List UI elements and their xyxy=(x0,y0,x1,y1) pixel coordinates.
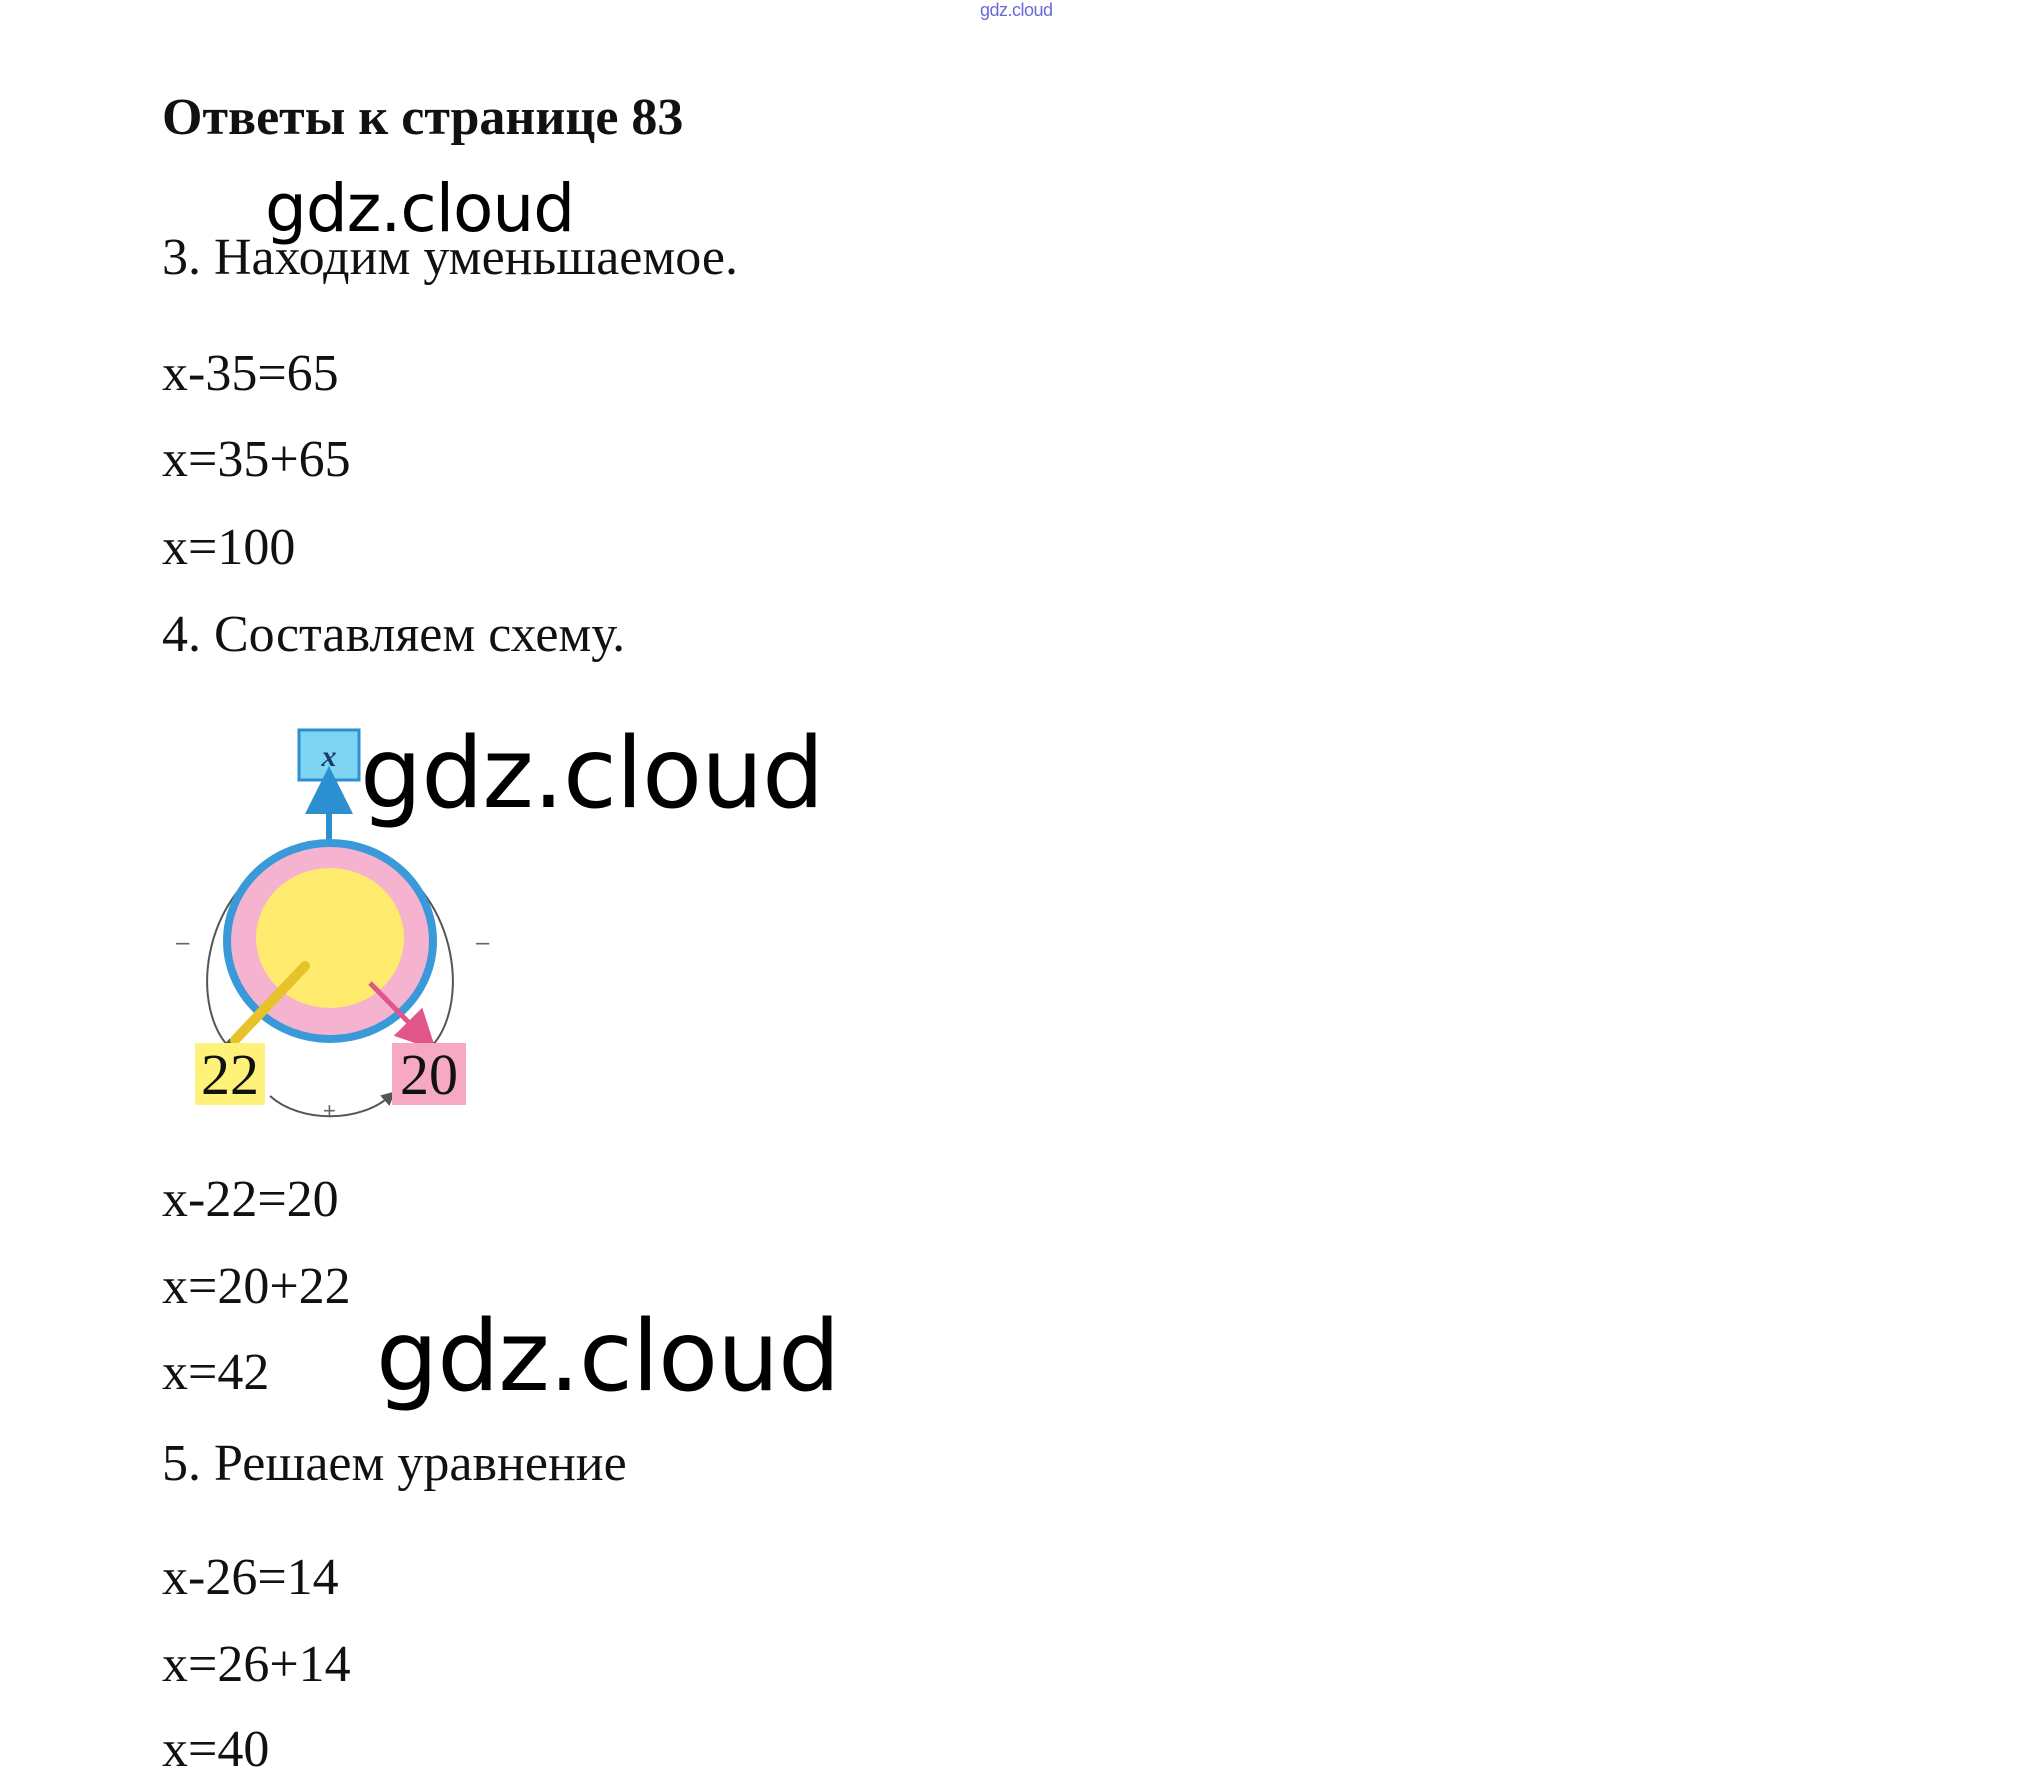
task4-line-2: x=20+22 xyxy=(162,1258,351,1315)
task5-line-1: x-26=14 xyxy=(162,1549,339,1606)
task4-heading: 4. Составляем схему. xyxy=(162,606,626,663)
task5-line-2: x=26+14 xyxy=(162,1636,351,1693)
task4-line-1: x-22=20 xyxy=(162,1171,339,1228)
task5-line-3: x=40 xyxy=(162,1721,270,1778)
top-watermark: gdz.cloud xyxy=(980,0,1053,20)
inner-circle xyxy=(256,868,404,1008)
task3-line-3: x=100 xyxy=(162,519,296,576)
watermark-1: gdz.cloud xyxy=(265,170,575,247)
unknown-x-label: x xyxy=(321,740,337,773)
page-title: Ответы к странице 83 xyxy=(162,89,684,146)
watermark-3: gdz.cloud xyxy=(376,1300,840,1414)
task3-line-2: x=35+65 xyxy=(162,431,351,488)
plus-sign-bottom: + xyxy=(323,1098,336,1118)
minus-sign-left: – xyxy=(176,929,190,956)
task5-heading: 5. Решаем уравнение xyxy=(162,1435,627,1492)
left-value-label: 22 xyxy=(201,1042,259,1107)
task3-line-1: x-35=65 xyxy=(162,345,339,402)
minus-sign-right: – xyxy=(476,929,490,956)
task3-heading: 3. Находим уменьшаемое. xyxy=(162,229,739,286)
task4-line-3: x=42 xyxy=(162,1344,270,1401)
watermark-2: gdz.cloud xyxy=(360,717,824,831)
right-value-label: 20 xyxy=(400,1042,458,1107)
